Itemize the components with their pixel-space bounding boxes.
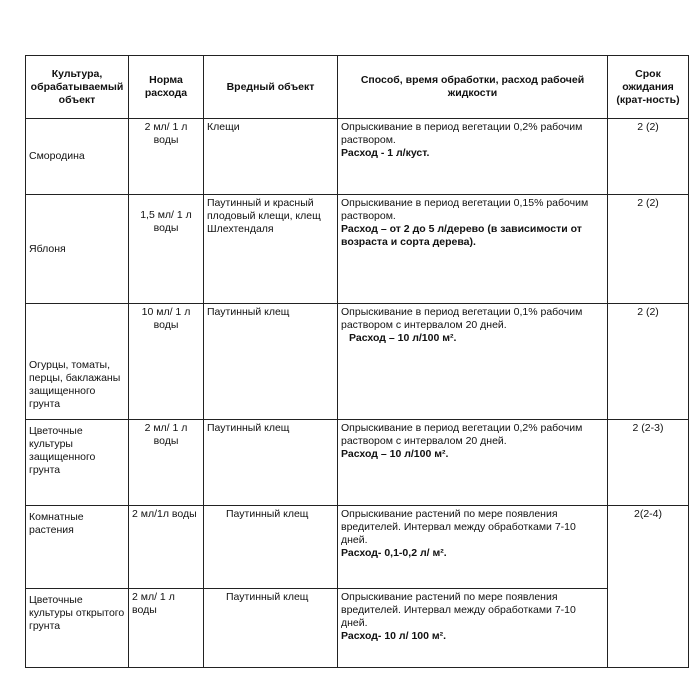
header-pest: Вредный объект — [204, 56, 338, 119]
rate-cell: 10 мл/ 1 л воды — [129, 304, 204, 420]
method-text: Опрыскивание в период вегетации 0,15% рабочим раствором. — [341, 197, 589, 222]
method-text: Опрыскивание в период вегетации 0,2% рабочим раствором. — [341, 121, 583, 146]
method-text: Опрыскивание в период вегетации 0,2% рабочим раствором с интервалом 20 дней. — [341, 422, 583, 447]
method-text: Опрыскивание растений по мере появления вредителей. Интервал между обработками 7-10 дней. — [341, 508, 576, 546]
consumption-text: Расход- 0,1-0,2 л/ м² — [341, 547, 444, 559]
table-row — [26, 119, 689, 195]
wait-cell: 2(2-4) — [608, 506, 689, 668]
rate-cell: 1,5 мл/ 1 л воды — [129, 195, 204, 304]
header-wait: Срок ожидания (крат-ность) — [608, 56, 689, 119]
rate-cell: 2 мл/1л воды — [129, 506, 204, 589]
method-cell — [338, 589, 608, 668]
rate-cell: 2 мл/ 1 л воды — [129, 420, 204, 506]
pest-cell: Клещи — [204, 119, 338, 195]
method-text: Опрыскивание в период вегетации 0,1% рабочим раствором с интервалом 20 дней. — [341, 306, 583, 331]
consumption-text: Расход- 10 л/ 100 м² — [341, 630, 444, 642]
table-row — [26, 589, 689, 668]
consumption-text: Расход - 1 л/куст. — [341, 147, 430, 159]
pest-cell: Паутинный клещ — [204, 420, 338, 506]
rate-cell: 2 мл/ 1 л воды — [129, 119, 204, 195]
header-rate: Норма расхода — [129, 56, 204, 119]
consumption-text: Расход – от 2 до 5 л/дерево — [341, 223, 485, 235]
consumption-note: . — [443, 630, 447, 642]
crop-cell: Яблоня — [26, 195, 129, 304]
consumption-note: . — [453, 332, 457, 344]
method-cell — [338, 119, 608, 195]
crop-cell: Огурцы, томаты, перцы, баклажаны защищенного грунта — [26, 304, 129, 420]
table-row — [26, 304, 689, 420]
treatment-table — [25, 55, 689, 668]
method-cell — [338, 420, 608, 506]
method-cell — [338, 304, 608, 420]
rate-cell: 2 мл/ 1 л воды — [129, 589, 204, 668]
crop-cell: Комнатные растения — [26, 506, 129, 589]
wait-cell: 2 (2) — [608, 195, 689, 304]
crop-cell: Цветочные культуры защищенного грунта — [26, 420, 129, 506]
crop-cell: Смородина — [26, 119, 129, 195]
consumption-note: . — [443, 547, 447, 559]
pest-cell: Паутинный клещ — [204, 506, 338, 589]
header-crop: Культура, обрабатываемый объект — [26, 56, 129, 119]
wait-cell: 2 (2) — [608, 119, 689, 195]
method-cell — [338, 195, 608, 304]
table-header-row — [26, 56, 689, 119]
consumption-note: (в зависимости от возраста и сорта дерева). — [341, 223, 582, 248]
pest-cell: Паутинный клещ — [204, 304, 338, 420]
pest-cell: Паутинный клещ — [204, 589, 338, 668]
wait-cell: 2 (2-3) — [608, 420, 689, 506]
method-text: Опрыскивание растений по мере появления вредителей. Интервал между обработками 7-10 дней. — [341, 591, 576, 629]
consumption-text: Расход – 10 л/100 м² — [349, 332, 454, 344]
table-row — [26, 195, 689, 304]
table-row — [26, 420, 689, 506]
method-cell — [338, 506, 608, 589]
header-method: Способ, время обработки, расход рабочей жидкости — [338, 56, 608, 119]
wait-cell: 2 (2) — [608, 304, 689, 420]
crop-cell: Цветочные культуры открытого грунта — [26, 589, 129, 668]
consumption-note: . — [445, 448, 449, 460]
consumption-text: Расход – 10 л/100 м² — [341, 448, 446, 460]
table-row — [26, 506, 689, 589]
pest-cell: Паутинный и красный плодовый клещи, клещ Шлехтендаля — [204, 195, 338, 304]
